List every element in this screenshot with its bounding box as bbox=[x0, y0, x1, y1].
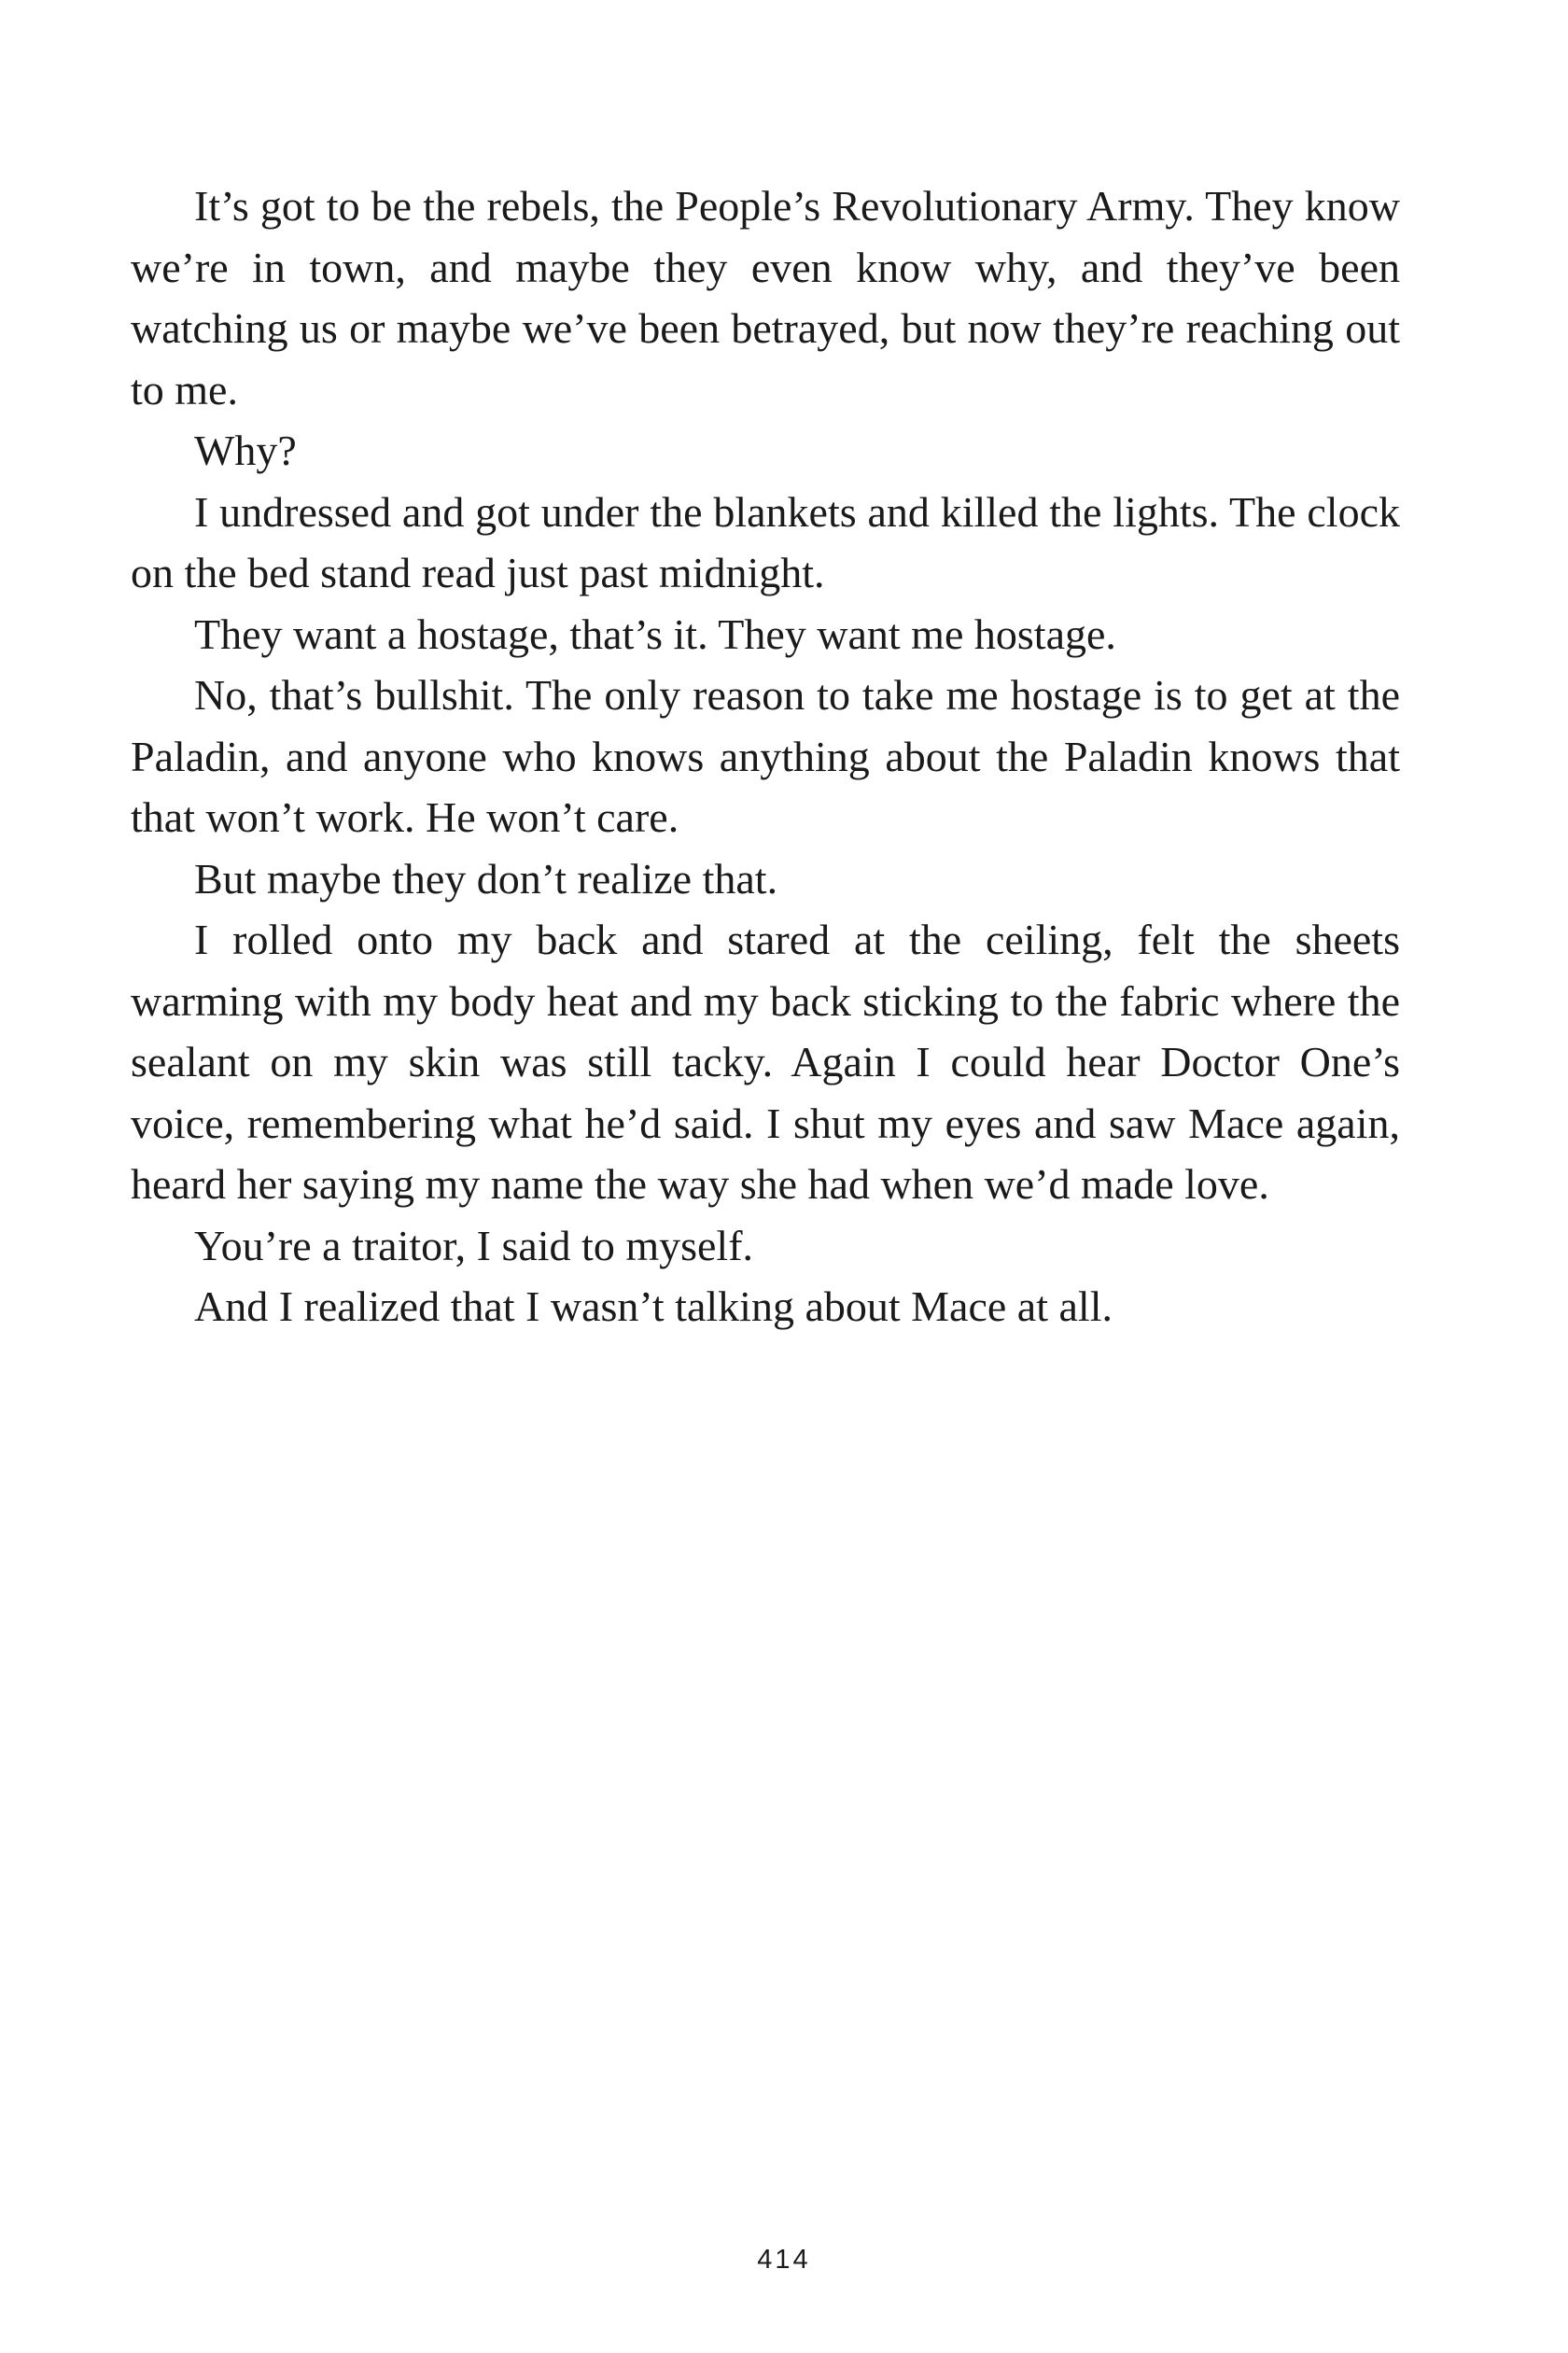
paragraph: They want a hostage, that’s it. They want me hostage. bbox=[194, 609, 1116, 658]
paragraph: You’re a traitor, I said to myself. bbox=[194, 1221, 754, 1269]
paragraph: It’s got to be the rebels, the People’s Revolutionary Army. They know we’re in town, and maybe they even know why, and they’ve been watching us or maybe we’ve been betrayed, but now they’re reaching out to me. bbox=[131, 182, 1400, 413]
page-number: 414 bbox=[757, 2245, 811, 2275]
paragraph: And I realized that I wasn’t talking about Mace at all. bbox=[194, 1282, 1113, 1330]
paragraph: No, that’s bullshit. The only reason to take me hostage is to get at the Paladin, and anyone who knows anything about the Paladin knows that that won’t work. He won’t care. bbox=[131, 671, 1400, 841]
paragraph: But maybe they don’t realize that. bbox=[194, 854, 778, 903]
body-text bbox=[131, 175, 1400, 1338]
paragraph: Why? bbox=[194, 427, 297, 474]
paragraph: I rolled onto my back and stared at the ceiling, felt the sheets warming with my body heat and my back sticking to the fabric where the sealant on my skin was still tacky. Again I could hear Doctor One’s voice, remembering what he’d said. I shut my eyes and saw Mace again, heard her saying my name the way she had when we’d made love. bbox=[131, 916, 1400, 1208]
paragraph: I undressed and got under the blankets and killed the lights. The clock on the bed stand read just past midnight. bbox=[131, 487, 1400, 596]
